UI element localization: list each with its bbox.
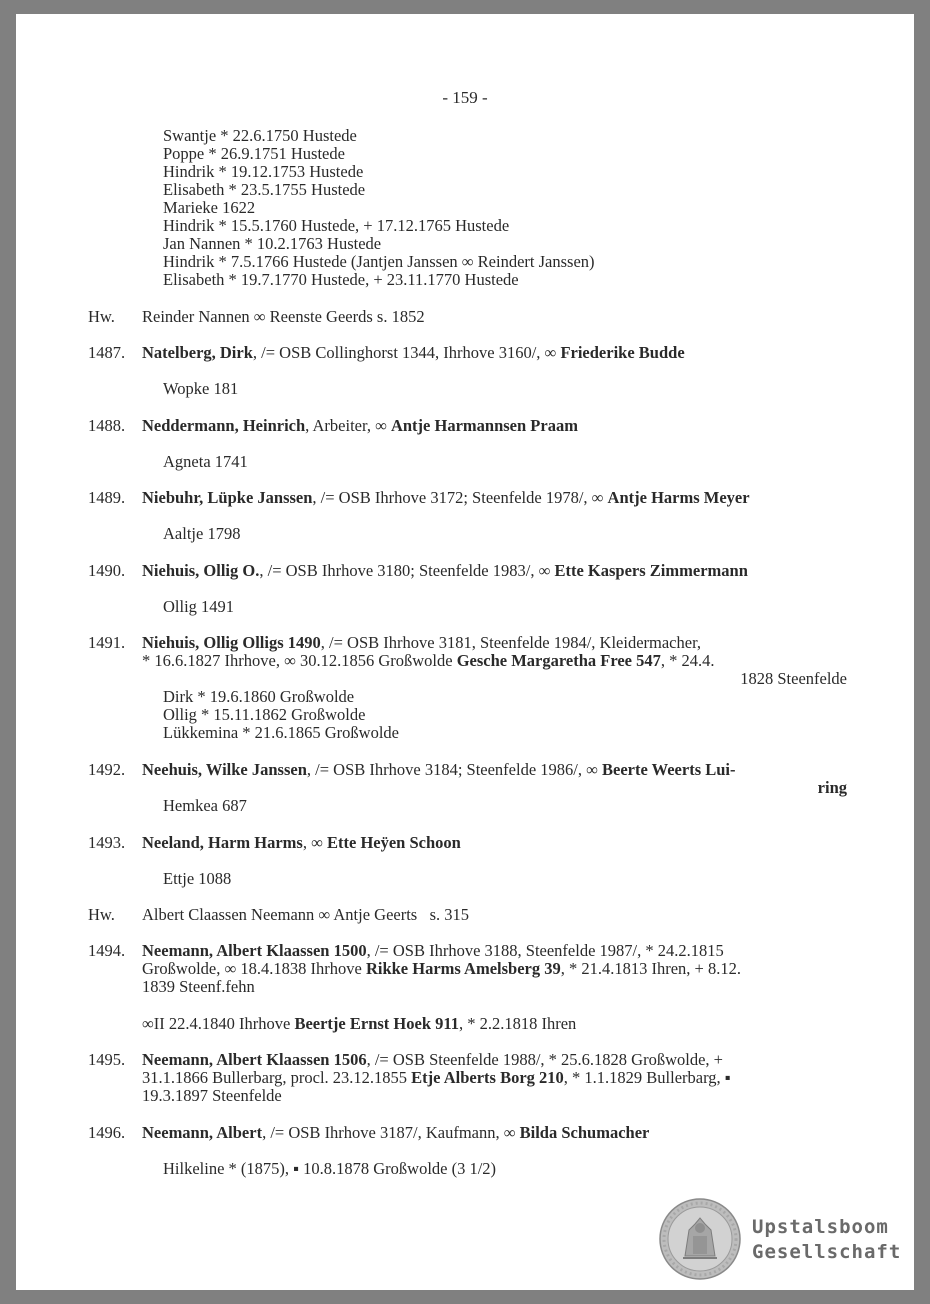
entry-number: 1490. xyxy=(88,561,126,580)
child-line: Hindrik * 7.5.1766 Hustede (Jantjen Janssen ∞ Reindert Janssen) xyxy=(163,252,595,271)
entry-spouse: Bilda Schumacher xyxy=(519,1123,650,1142)
entry-spouse: Ette Heÿen Schoon xyxy=(327,833,461,852)
entry-details: , Arbeiter, ∞ xyxy=(305,416,391,435)
entry-spouse: Friederike Budde xyxy=(560,343,685,362)
child-line: Ettje 1088 xyxy=(163,869,232,888)
child-line: Ollig * 15.11.1862 Großwolde xyxy=(163,705,366,724)
entry-number: 1487. xyxy=(88,343,126,362)
child-line: Dirk * 19.6.1860 Großwolde xyxy=(163,687,355,706)
entry-heading xyxy=(142,417,578,435)
entry-spouse-continued: ring xyxy=(817,778,847,797)
entry-heading xyxy=(142,942,724,960)
entry-spouse: Beertje Ernst Hoek 911 xyxy=(294,1014,459,1033)
entry-heading xyxy=(142,562,748,580)
child-line: Elisabeth * 19.7.1770 Hustede, + 23.11.1770 Hustede xyxy=(163,270,519,289)
page-number: - 159 - xyxy=(442,88,488,107)
entry-heading xyxy=(142,344,685,362)
entry-name: Neddermann, Heinrich xyxy=(142,416,306,435)
entry-heading xyxy=(142,634,701,652)
entry-heading xyxy=(142,1051,723,1069)
child-line: Wopke 181 xyxy=(163,379,239,398)
entry-line-3: 1828 Steenfelde xyxy=(740,669,847,688)
child-line: Aaltje 1798 xyxy=(163,524,241,543)
child-line: Jan Nannen * 10.2.1763 Hustede xyxy=(163,234,382,253)
entry-name: Niehuis, Ollig O. xyxy=(142,561,260,580)
entry-details: , /= OSB Ihrhove 3188, Steenfelde 1987/, * 24.2.1815 xyxy=(366,941,724,960)
entry-details: , ∞ xyxy=(302,833,327,852)
entry-details: , * 21.4.1813 Ihren, + 8.12. xyxy=(560,959,741,978)
entry-second-marriage xyxy=(142,1015,576,1033)
hw-text: Albert Claassen Neemann ∞ Antje Geerts s. 315 xyxy=(142,905,470,924)
entry-details: , * 24.4. xyxy=(660,651,715,670)
child-line: Hilkeline * (1875), ▪ 10.8.1878 Großwolde (3 1/2) xyxy=(163,1159,497,1178)
entry-heading xyxy=(142,1124,649,1142)
entry-number: 1494. xyxy=(88,941,126,960)
entry-number: 1488. xyxy=(88,416,126,435)
entry-number: 1492. xyxy=(88,760,126,779)
entry-line-2 xyxy=(142,652,715,670)
hw-text: Reinder Nannen ∞ Reenste Geerds s. 1852 xyxy=(142,307,425,326)
entry-details: , * 2.2.1818 Ihren xyxy=(458,1014,577,1033)
entry-details: , /= OSB Ihrhove 3180; Steenfelde 1983/, ∞ xyxy=(259,561,555,580)
entry-line-3: 19.3.1897 Steenfelde xyxy=(142,1086,282,1105)
entry-details: ∞II 22.4.1840 Ihrhove xyxy=(142,1014,295,1033)
entry-spouse: Antje Harms Meyer xyxy=(607,488,750,507)
entry-spouse: Rikke Harms Amelsberg 39 xyxy=(365,959,561,978)
hw-label: Hw. xyxy=(88,307,115,326)
hw-label: Hw. xyxy=(88,905,115,924)
entry-details: , * 1.1.1829 Bullerbarg, ▪ xyxy=(563,1068,731,1087)
entry-heading xyxy=(142,834,461,852)
child-line: Poppe * 26.9.1751 Hustede xyxy=(163,144,345,163)
entry-number: 1493. xyxy=(88,833,126,852)
entry-name: Neemann, Albert xyxy=(142,1123,263,1142)
entry-name: Neemann, Albert Klaassen 1500 xyxy=(142,941,367,960)
entry-number: 1496. xyxy=(88,1123,126,1142)
child-line: Lükkemina * 21.6.1865 Großwolde xyxy=(163,723,400,742)
society-name-line-2: Gesellschaft xyxy=(752,1241,902,1263)
entry-spouse: Antje Harmannsen Praam xyxy=(390,416,578,435)
entry-name: Neehuis, Wilke Janssen xyxy=(142,760,307,779)
entry-details: , /= OSB Ihrhove 3187/, Kaufmann, ∞ xyxy=(262,1123,520,1142)
entry-details: , /= OSB Collinghorst 1344, Ihrhove 3160/, ∞ xyxy=(252,343,561,362)
entry-details: 31.1.1866 Bullerbarg, procl. 23.12.1855 xyxy=(142,1068,412,1087)
entry-name: Niehuis, Ollig Olligs 1490 xyxy=(142,633,321,652)
entry-details: Großwolde, ∞ 18.4.1838 Ihrhove xyxy=(142,959,366,978)
entry-spouse: Ette Kaspers Zimmermann xyxy=(554,561,748,580)
child-line: Swantje * 22.6.1750 Hustede xyxy=(163,126,357,145)
entry-line-2 xyxy=(142,1069,731,1087)
entry-number: 1495. xyxy=(88,1050,126,1069)
entry-details: , /= OSB Ihrhove 3184; Steenfelde 1986/, ∞ xyxy=(306,760,603,779)
child-line: Agneta 1741 xyxy=(163,452,248,471)
entry-name: Natelberg, Dirk xyxy=(142,343,253,362)
entry-name: Niebuhr, Lüpke Janssen xyxy=(142,488,313,507)
child-line: Elisabeth * 23.5.1755 Hustede xyxy=(163,180,366,199)
child-line: Ollig 1491 xyxy=(163,597,235,616)
entry-line-3: 1839 Steenf.fehn xyxy=(142,977,255,996)
entry-details: * 16.6.1827 Ihrhove, ∞ 30.12.1856 Großwolde xyxy=(142,651,457,670)
entry-line-2 xyxy=(142,960,741,978)
entry-heading xyxy=(142,489,750,507)
child-line: Hemkea 687 xyxy=(163,796,247,815)
entry-number: 1491. xyxy=(88,633,126,652)
society-seal-icon xyxy=(659,1198,741,1280)
entry-name: Neeland, Harm Harms xyxy=(142,833,303,852)
child-line: Marieke 1622 xyxy=(163,198,256,217)
entry-heading xyxy=(142,761,736,779)
entry-details: , /= OSB Ihrhove 3181, Steenfelde 1984/, Kleidermacher, xyxy=(320,633,702,652)
entry-number: 1489. xyxy=(88,488,126,507)
entry-details: , /= OSB Steenfelde 1988/, * 25.6.1828 Großwolde, + xyxy=(366,1050,723,1069)
entry-spouse: Beerte Weerts Lui- xyxy=(602,760,736,779)
child-line: Hindrik * 15.5.1760 Hustede, + 17.12.1765 Hustede xyxy=(163,216,510,235)
entry-details: , /= OSB Ihrhove 3172; Steenfelde 1978/, ∞ xyxy=(312,488,608,507)
entry-name: Neemann, Albert Klaassen 1506 xyxy=(142,1050,367,1069)
society-name xyxy=(752,1215,901,1265)
society-name-line-1: Upstalsboom xyxy=(752,1216,889,1238)
child-line: Hindrik * 19.12.1753 Hustede xyxy=(163,162,364,181)
entry-spouse: Etje Alberts Borg 210 xyxy=(411,1068,564,1087)
entry-spouse: Gesche Margaretha Free 547 xyxy=(456,651,661,670)
